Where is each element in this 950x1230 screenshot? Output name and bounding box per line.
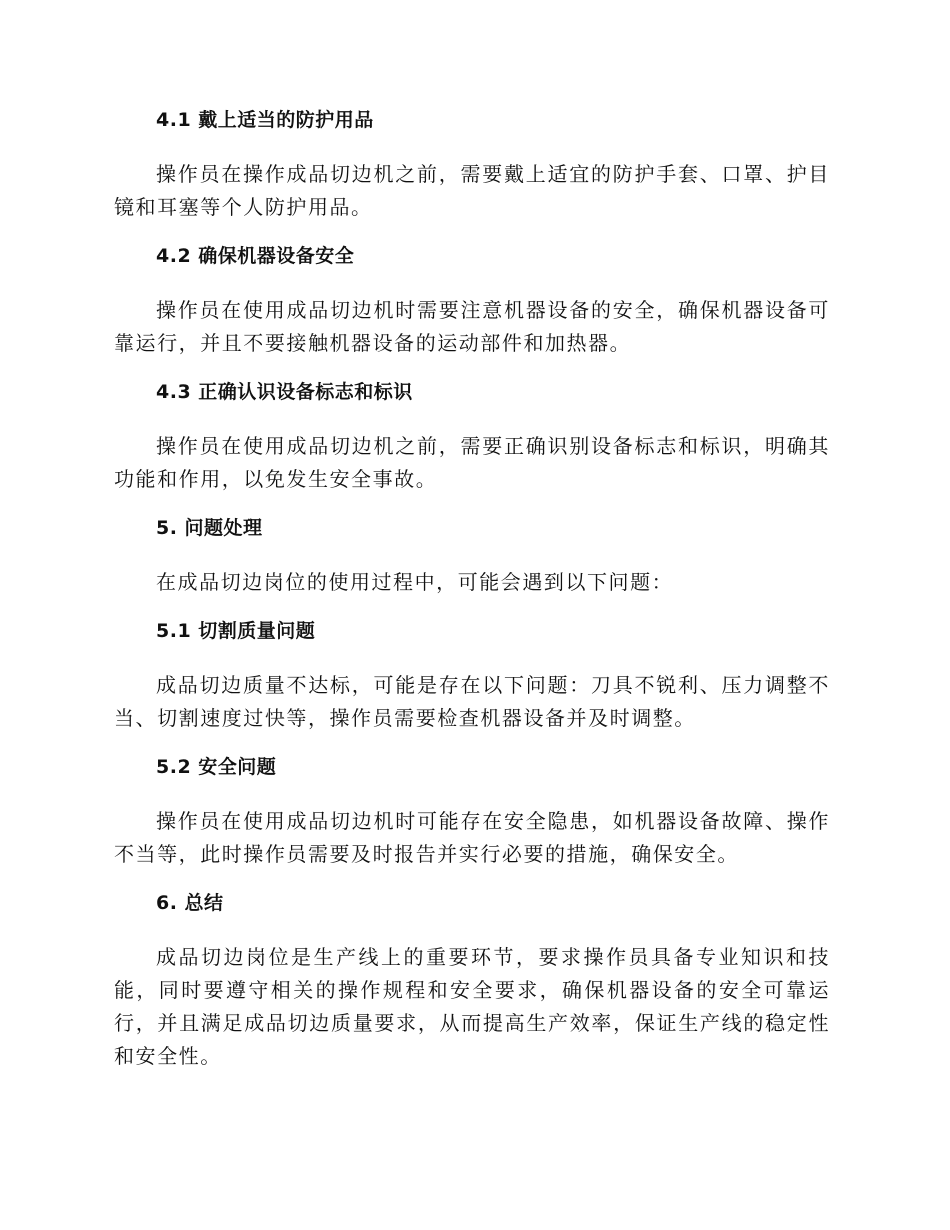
- document-body: [114, 108, 830, 1093]
- section-heading-5-2: 5.2 安全问题: [156, 756, 277, 778]
- section-paragraph-5-2: 操作员在使用成品切边机时可能存在安全隐患，如机器设备故障、操作不当等，此时操作员需要及时报告并实行必要的措施，确保安全。: [114, 809, 830, 866]
- section-paragraph-6: 成品切边岗位是生产线上的重要环节，要求操作员具备专业知识和技能，同时要遵守相关的操作规程和安全要求，确保机器设备的安全可靠运行，并且满足成品切边质量要求，从而提高生产效率，保证生产线的稳定性和安全性。: [114, 945, 830, 1068]
- section-heading-6: 6. 总结: [156, 892, 224, 914]
- section-paragraph-4-3: 操作员在使用成品切边机之前，需要正确识别设备标志和标识，明确其功能和作用，以免发生安全事故。: [114, 434, 830, 491]
- section-heading-4-3: 4.3 正确认识设备标志和标识: [156, 381, 413, 403]
- section-paragraph-5-1: 成品切边质量不达标，可能是存在以下问题：刀具不锐利、压力调整不当、切割速度过快等，操作员需要检查机器设备并及时调整。: [114, 673, 830, 730]
- section-paragraph-5: 在成品切边岗位的使用过程中，可能会遇到以下问题：: [156, 570, 674, 594]
- section-heading-4-1: 4.1 戴上适当的防护用品: [156, 109, 374, 131]
- section-heading-5-1: 5.1 切割质量问题: [156, 620, 316, 642]
- section-heading-4-2: 4.2 确保机器设备安全: [156, 245, 355, 267]
- section-heading-5: 5. 问题处理: [156, 517, 263, 539]
- section-paragraph-4-1: 操作员在操作成品切边机之前，需要戴上适宜的防护手套、口罩、护目镜和耳塞等个人防护用品。: [114, 162, 830, 219]
- section-paragraph-4-2: 操作员在使用成品切边机时需要注意机器设备的安全，确保机器设备可靠运行，并且不要接触机器设备的运动部件和加热器。: [114, 298, 830, 355]
